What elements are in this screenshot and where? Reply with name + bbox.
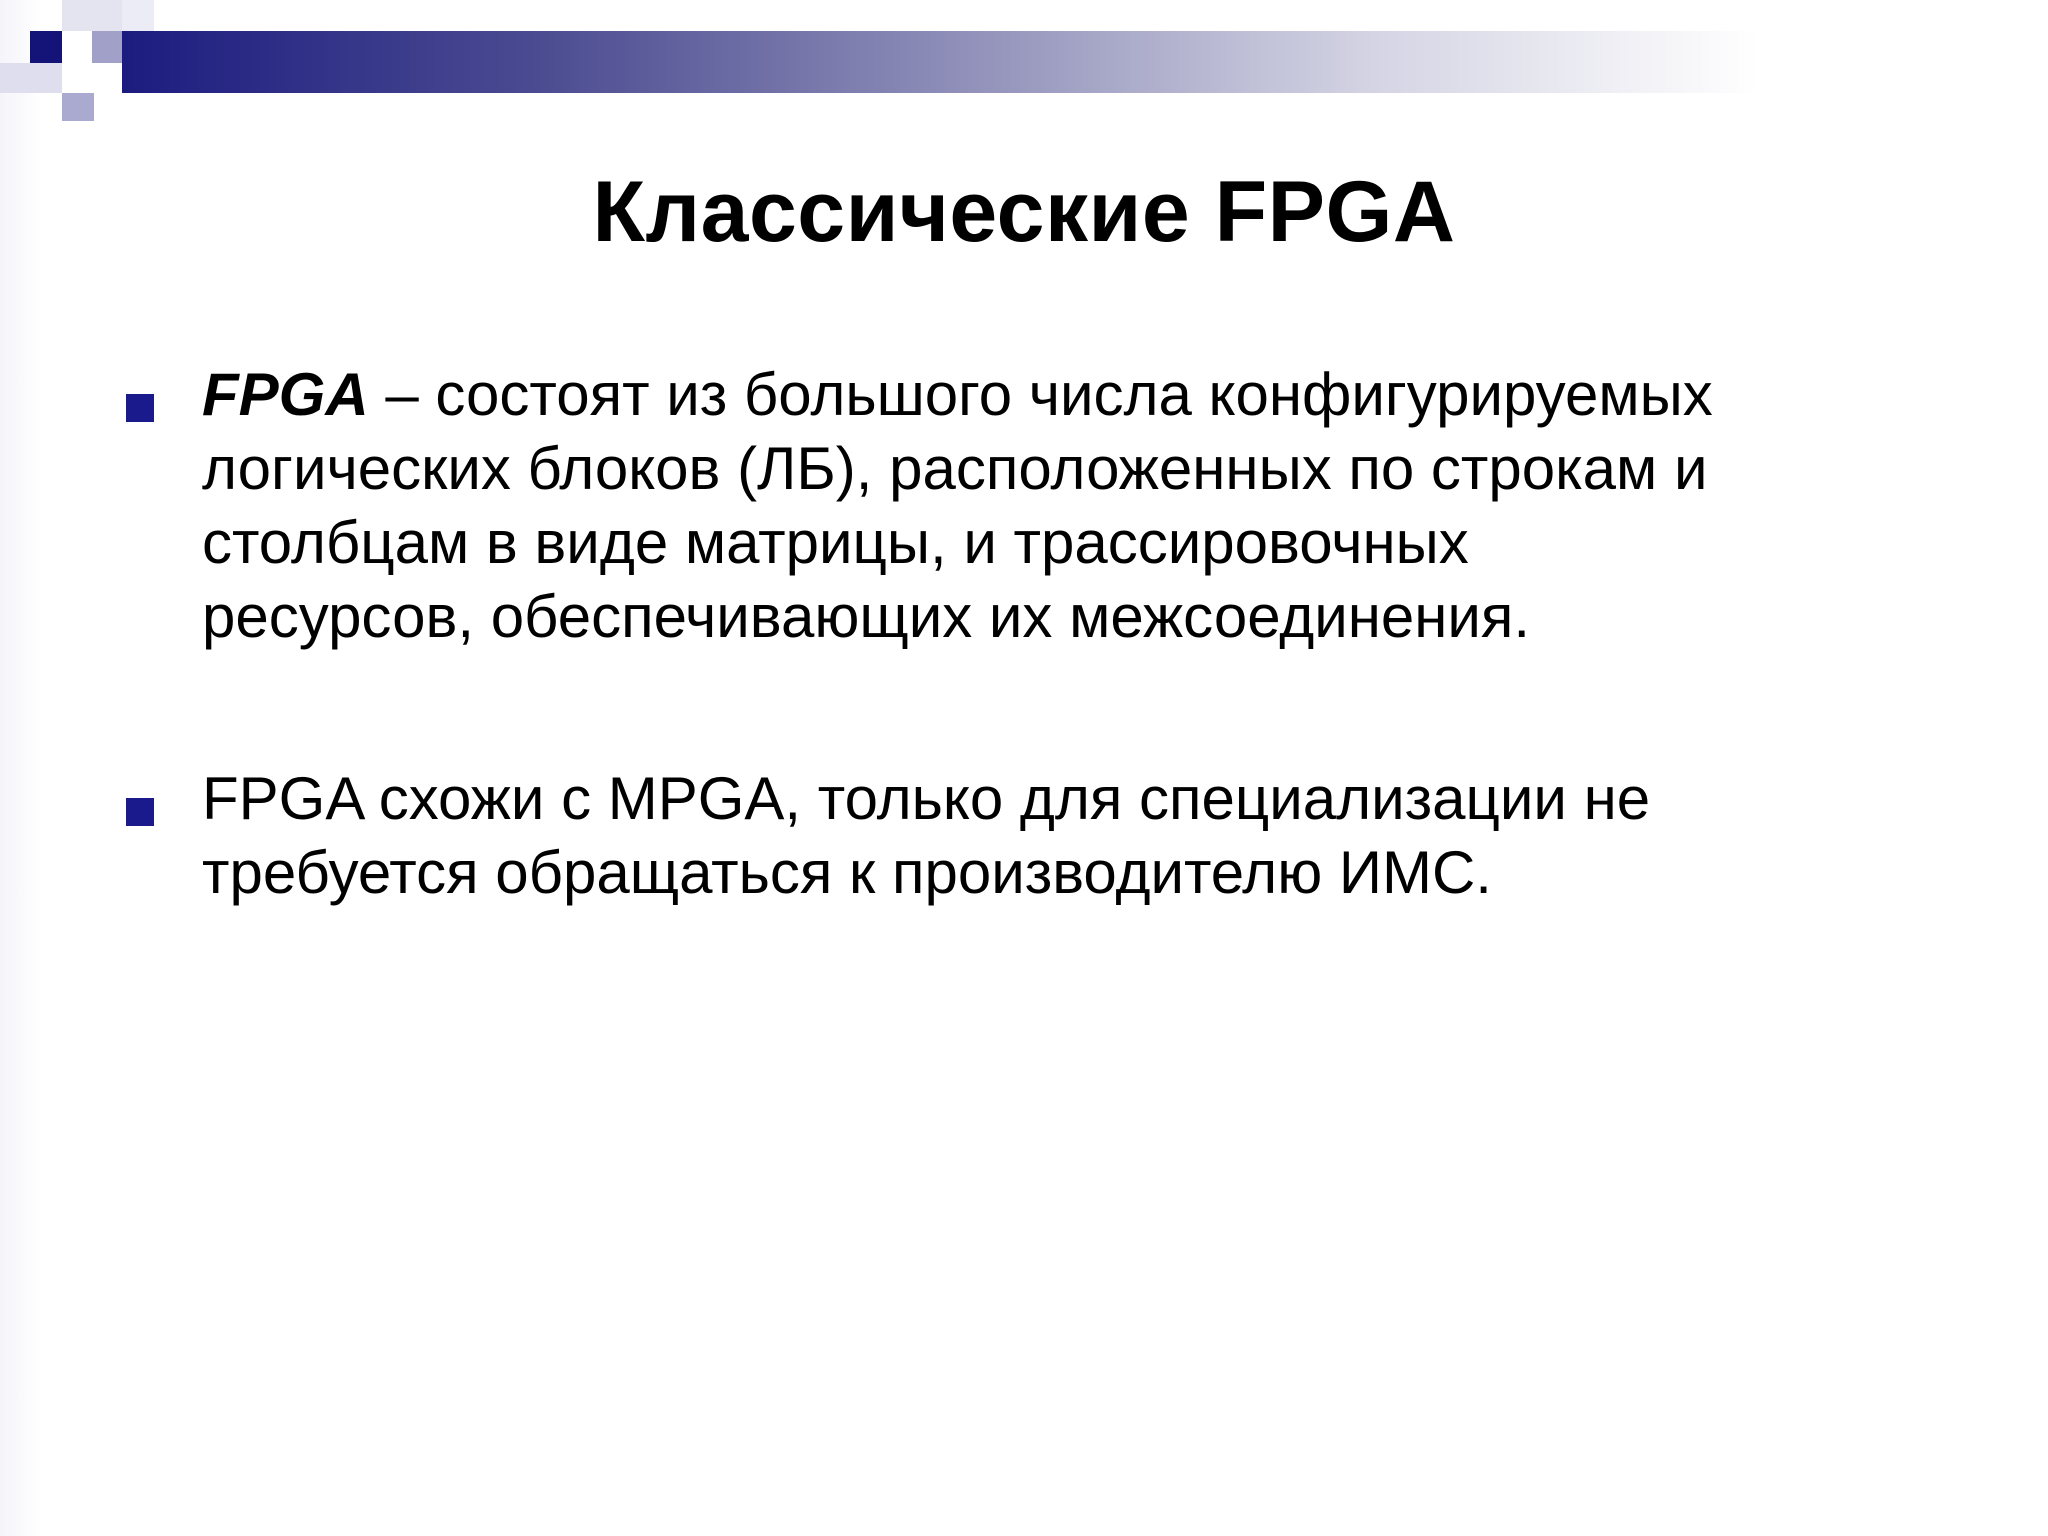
decor-square: [30, 31, 62, 63]
decor-square: [62, 0, 122, 31]
header-gradient-band: [122, 31, 2048, 93]
decor-square: [122, 0, 154, 31]
bullet-line: ресурсов, обеспечивающих их межсоединения.: [202, 583, 1531, 650]
bullet-line: столбцам в виде матрицы, и трассировочных: [202, 509, 1469, 576]
bullet-line: [202, 358, 2048, 432]
decor-square: [0, 63, 62, 93]
slide-title: Классические FPGA: [592, 164, 1456, 260]
bullet-text: [202, 358, 2048, 654]
bullet-line: FPGA схожи с MPGA, только для специализации не: [202, 765, 1651, 832]
bullet-line-rest: – состоят из большого числа конфигурируемых: [368, 361, 1713, 428]
decor-square: [62, 93, 94, 121]
square-bullet-icon: [126, 798, 154, 826]
bullet-line: требуется обращаться к производителю ИМС.: [202, 839, 1492, 906]
bullet-text: [202, 762, 2048, 910]
decor-square: [92, 31, 122, 63]
bullet-line: логических блоков (ЛБ), расположенных по строкам и: [202, 435, 1708, 502]
bullet-term: FPGA: [202, 361, 369, 428]
square-bullet-icon: [126, 394, 154, 422]
